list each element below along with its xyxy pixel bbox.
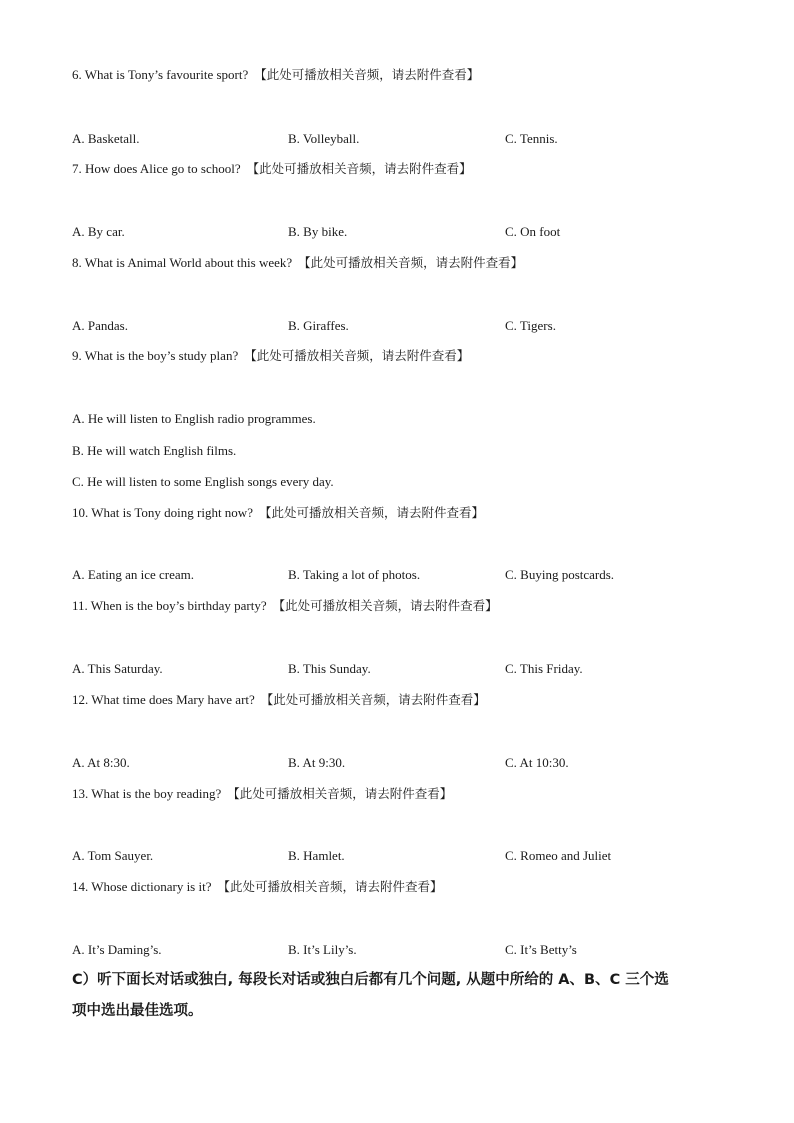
question-8-options (72, 318, 772, 334)
question-13-options (72, 848, 772, 864)
question-12-text: 12. What time does Mary have art? (72, 692, 255, 707)
option-a: A. This Saturday. (72, 661, 163, 676)
option-b: B. Hamlet. (288, 848, 345, 863)
question-11-options (72, 661, 772, 677)
question-9-option-c: C. He will listen to some English songs every day. (72, 474, 334, 489)
question-6-text: 6. What is Tony’s favourite sport? (72, 67, 249, 82)
question-10-text: 10. What is Tony doing right now? (72, 505, 253, 520)
question-6-options (72, 131, 772, 147)
question-7 (72, 161, 472, 177)
question-10 (72, 505, 484, 521)
option-b: B. Taking a lot of photos. (288, 567, 421, 582)
section-c-line-1: C）听下面长对话或独白, 每段长对话或独白后都有几个问题, 从题中所给的 A、B、C 三个选 (72, 972, 669, 988)
option-c: C. This Friday. (505, 661, 583, 676)
question-6 (72, 67, 479, 83)
question-9-option-a: A. He will listen to English radio programmes. (72, 411, 316, 426)
section-c-instructions (72, 965, 732, 1027)
question-12-options (72, 755, 772, 771)
question-8 (72, 255, 523, 271)
audio-note: 【此处可播放相关音频，请去附件查看】 (298, 255, 524, 270)
question-13-text: 13. What is the boy reading? (72, 786, 222, 801)
audio-note: 【此处可播放相关音频，请去附件查看】 (258, 505, 484, 520)
audio-note: 【此处可播放相关音频，请去附件查看】 (254, 67, 480, 82)
question-9-text: 9. What is the boy’s study plan? (72, 348, 239, 363)
question-7-options (72, 224, 772, 240)
option-b: B. At 9:30. (288, 755, 346, 770)
option-b: B. Volleyball. (288, 131, 360, 146)
option-a: A. Basketall. (72, 131, 140, 146)
question-14-options (72, 942, 772, 958)
option-a: A. It’s Daming’s. (72, 942, 162, 957)
option-b: B. It’s Lily’s. (288, 942, 357, 957)
audio-note: 【此处可播放相关音频，请去附件查看】 (246, 161, 472, 176)
option-a: A. Tom Sauyer. (72, 848, 154, 863)
option-a: A. By car. (72, 224, 125, 239)
audio-note: 【此处可播放相关音频，请去附件查看】 (272, 598, 498, 613)
option-b: B. Giraffes. (288, 318, 349, 333)
option-b: B. This Sunday. (288, 661, 371, 676)
audio-note: 【此处可播放相关音频，请去附件查看】 (217, 879, 443, 894)
option-c: C. At 10:30. (505, 755, 569, 770)
question-7-text: 7. How does Alice go to school? (72, 161, 241, 176)
question-11 (72, 598, 498, 614)
option-c: C. Romeo and Juliet (505, 848, 612, 863)
audio-note: 【此处可播放相关音频，请去附件查看】 (260, 692, 486, 707)
question-8-text: 8. What is Animal World about this week? (72, 255, 293, 270)
question-12 (72, 692, 486, 708)
option-b: B. By bike. (288, 224, 348, 239)
question-9-option-b: B. He will watch English films. (72, 443, 237, 458)
audio-note: 【此处可播放相关音频，请去附件查看】 (227, 786, 453, 801)
question-14 (72, 879, 443, 895)
question-13 (72, 786, 452, 802)
option-c: C. Buying postcards. (505, 567, 615, 582)
option-a: A. At 8:30. (72, 755, 130, 770)
option-c: C. Tigers. (505, 318, 556, 333)
option-c: C. On foot (505, 224, 561, 239)
question-10-options (72, 567, 772, 583)
option-a: A. Eating an ice cream. (72, 567, 194, 582)
question-9 (72, 348, 469, 364)
section-c-line-2: 项中选出最佳选项。 (72, 1003, 203, 1019)
option-c: C. Tennis. (505, 131, 558, 146)
audio-note: 【此处可播放相关音频，请去附件查看】 (244, 348, 470, 363)
question-11-text: 11. When is the boy’s birthday party? (72, 598, 267, 613)
option-a: A. Pandas. (72, 318, 128, 333)
option-c: C. It’s Betty’s (505, 942, 577, 957)
question-14-text: 14. Whose dictionary is it? (72, 879, 212, 894)
